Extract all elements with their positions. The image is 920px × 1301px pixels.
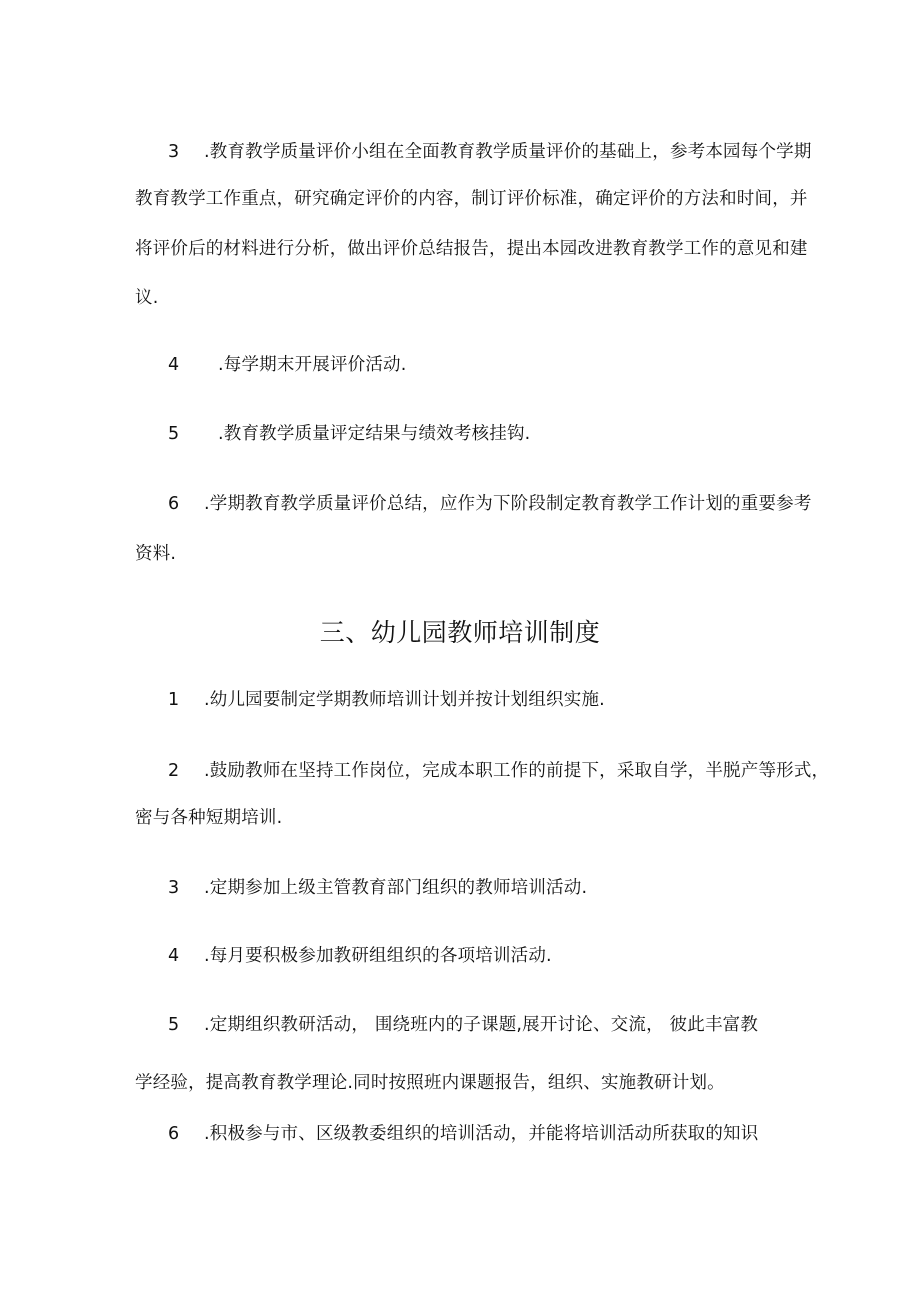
item-number: 3 [168,142,180,162]
item-text-line: .学期教育教学质量评价总结，应作为下阶段制定教育教学工作计划的重要参考 [204,494,812,514]
item-text-line: 议. [135,288,159,308]
item-text-line: 学经验，提高教育教学理论.同时按照班内课题报告，组织、实施教研计划。 [135,1073,725,1093]
item-number: 6 [168,1124,180,1144]
section-title: 三、幼儿园教师培训制度 [319,618,601,647]
item-number: 1 [168,690,180,710]
item-text-line: .每月要积极参加教研组组织的各项培训活动. [204,946,552,966]
item-number: 2 [168,761,180,781]
item-text-line: .每学期末开展评价活动. [218,355,407,375]
item-text-line: .教育教学质量评价小组在全面教育教学质量评价的基础上，参考本园每个学期 [204,142,812,162]
item-text-line: .定期参加上级主管教育部门组织的教师培训活动. [204,878,588,898]
item-text-line: .积极参与市、区级教委组织的培训活动，并能将培训活动所获取的知识 [204,1124,759,1144]
item-number: 4 [168,946,180,966]
item-text-line: 资料. [135,544,177,564]
item-text-line: 将评价后的材料进行分析，做出评价总结报告，提出本园改进教育教学工作的意见和建 [135,239,808,259]
item-number: 3 [168,878,180,898]
item-text-line: .定期组织教研活动， 围绕班内的子课题,展开讨论、交流， 彼此丰富教 [204,1015,759,1035]
item-text-line: 密与各种短期培训. [135,808,283,828]
item-text-line: .幼儿园要制定学期教师培训计划并按计划组织实施. [204,690,605,710]
item-text-line: 教育教学工作重点，研究确定评价的内容，制订评价标准，确定评价的方法和时间，并 [135,189,808,209]
item-number: 5 [168,1015,180,1035]
item-text-line: .教育教学质量评定结果与绩效考核挂钩. [218,424,531,444]
item-number: 4 [168,355,180,375]
item-text-line: .鼓励教师在坚持工作岗位，完成本职工作的前提下，采取自学，半脱产等形式， [204,761,830,781]
item-number: 5 [168,424,180,444]
item-number: 6 [168,494,180,514]
